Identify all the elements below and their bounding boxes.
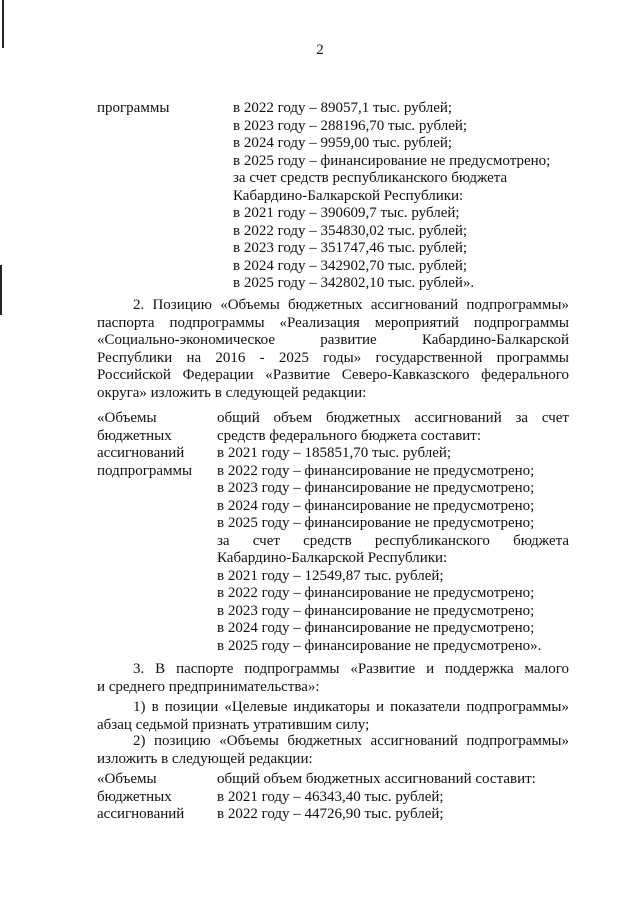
value-line: в 2023 году – 351747,46 тыс. рублей; [233,240,468,256]
value-line: в 2023 году – 288196,70 тыс. рублей; [233,117,468,134]
paragraph-3-item-2 [97,733,569,768]
row-label [97,771,184,824]
row-values [217,771,536,824]
value-line: в 2024 году – 342902,70 тыс. рублей; [233,257,468,274]
scan-edge-mark-top [2,0,4,48]
scan-edge-mark-middle [0,265,2,315]
row-values [217,410,569,655]
value-line: в 2022 году – 44726,90 тыс. рублей; [217,806,444,822]
paragraph-line: «Социально-экономическое развитие Кабардино-Балкарской [97,332,569,348]
row-values [233,100,550,293]
paragraph-line: паспорта подпрограммы «Реализация мероприятий подпрограммы [97,314,569,331]
value-line: в 2025 году – 342802,10 тыс. рублей». [233,275,475,291]
value-line: за счет средств республиканского бюджета [233,170,508,186]
paragraph-line: и среднего предпринимательства»: [97,678,320,695]
label-line: «Объемы [97,771,157,787]
value-line: в 2024 году – финансирование не предусмотрено; [217,620,535,636]
value-line: средств федерального бюджета составит: [217,427,482,444]
paragraph-line: 1) в позиции «Целевые индикаторы и показатели подпрограммы» [133,699,569,715]
value-line: общий объем бюджетных ассигнований составит: [217,771,536,787]
value-line: в 2025 году – финансирование не предусмотрено; [217,515,535,531]
paragraph-line: 3. В паспорте подпрограммы «Развитие и поддержка малого [133,661,569,677]
value-line: за счет средств республиканского бюджета [217,532,569,549]
paragraph-line: 2) позицию «Объемы бюджетных ассигнований подпрограммы» [133,733,569,749]
paragraph-line: 2. Позицию «Объемы бюджетных ассигнований подпрограммы» [133,297,569,313]
paragraph-3-item-1 [97,699,569,734]
label-line: бюджетных [97,427,172,444]
value-line: в 2025 году – финансирование не предусмотрено». [217,637,542,654]
value-line: в 2021 году – 185851,70 тыс. рублей; [217,445,452,461]
value-line: в 2024 году – финансирование не предусмотрено; [217,497,535,514]
value-line: в 2025 году – финансирование не предусмотрено; [233,152,551,169]
row-label: программы [97,100,170,116]
value-line: в 2022 году – финансирование не предусмотрено; [217,585,535,601]
paragraph-line: округа» изложить в следующей редакции: [97,384,367,401]
value-line: общий объем бюджетных ассигнований за счет [217,410,569,426]
paragraph-line: абзац седьмой признать утратившим силу; [97,716,370,733]
value-line: в 2021 году – 46343,40 тыс. рублей; [217,788,444,805]
paragraph-3 [97,661,569,696]
paragraph-2 [97,297,569,402]
paragraph-line: изложить в следующей редакции: [97,750,313,767]
label-line: бюджетных [97,788,172,805]
label-line: «Объемы [97,410,157,426]
row-label [97,410,192,480]
page-number: 2 [316,42,324,58]
value-line: Кабардино-Балкарской Республики: [217,550,448,566]
value-line: в 2023 году – финансирование не предусмотрено; [217,602,535,619]
value-line: в 2024 году – 9959,00 тыс. рублей; [233,135,453,151]
paragraph-line: Республики на 2016 - 2025 годы» государственной программы [97,349,569,366]
value-line: в 2023 году – финансирование не предусмотрено; [217,480,535,496]
value-line: в 2021 году – 12549,87 тыс. рублей; [217,567,444,584]
value-line: Кабардино-Балкарской Республики: [233,187,464,204]
label-line: подпрограммы [97,462,193,479]
label-line: ассигнований [97,806,185,822]
value-line: в 2021 году – 390609,7 тыс. рублей; [233,205,460,221]
value-line: в 2022 году – 89057,1 тыс. рублей; [233,100,453,116]
value-line: в 2022 году – 354830,02 тыс. рублей; [233,222,468,239]
value-line: в 2022 году – финансирование не предусмотрено; [217,462,535,479]
label-line: ассигнований [97,445,185,461]
paragraph-line: Российской Федерации «Развитие Северо-Кавказского федерального [97,367,569,383]
